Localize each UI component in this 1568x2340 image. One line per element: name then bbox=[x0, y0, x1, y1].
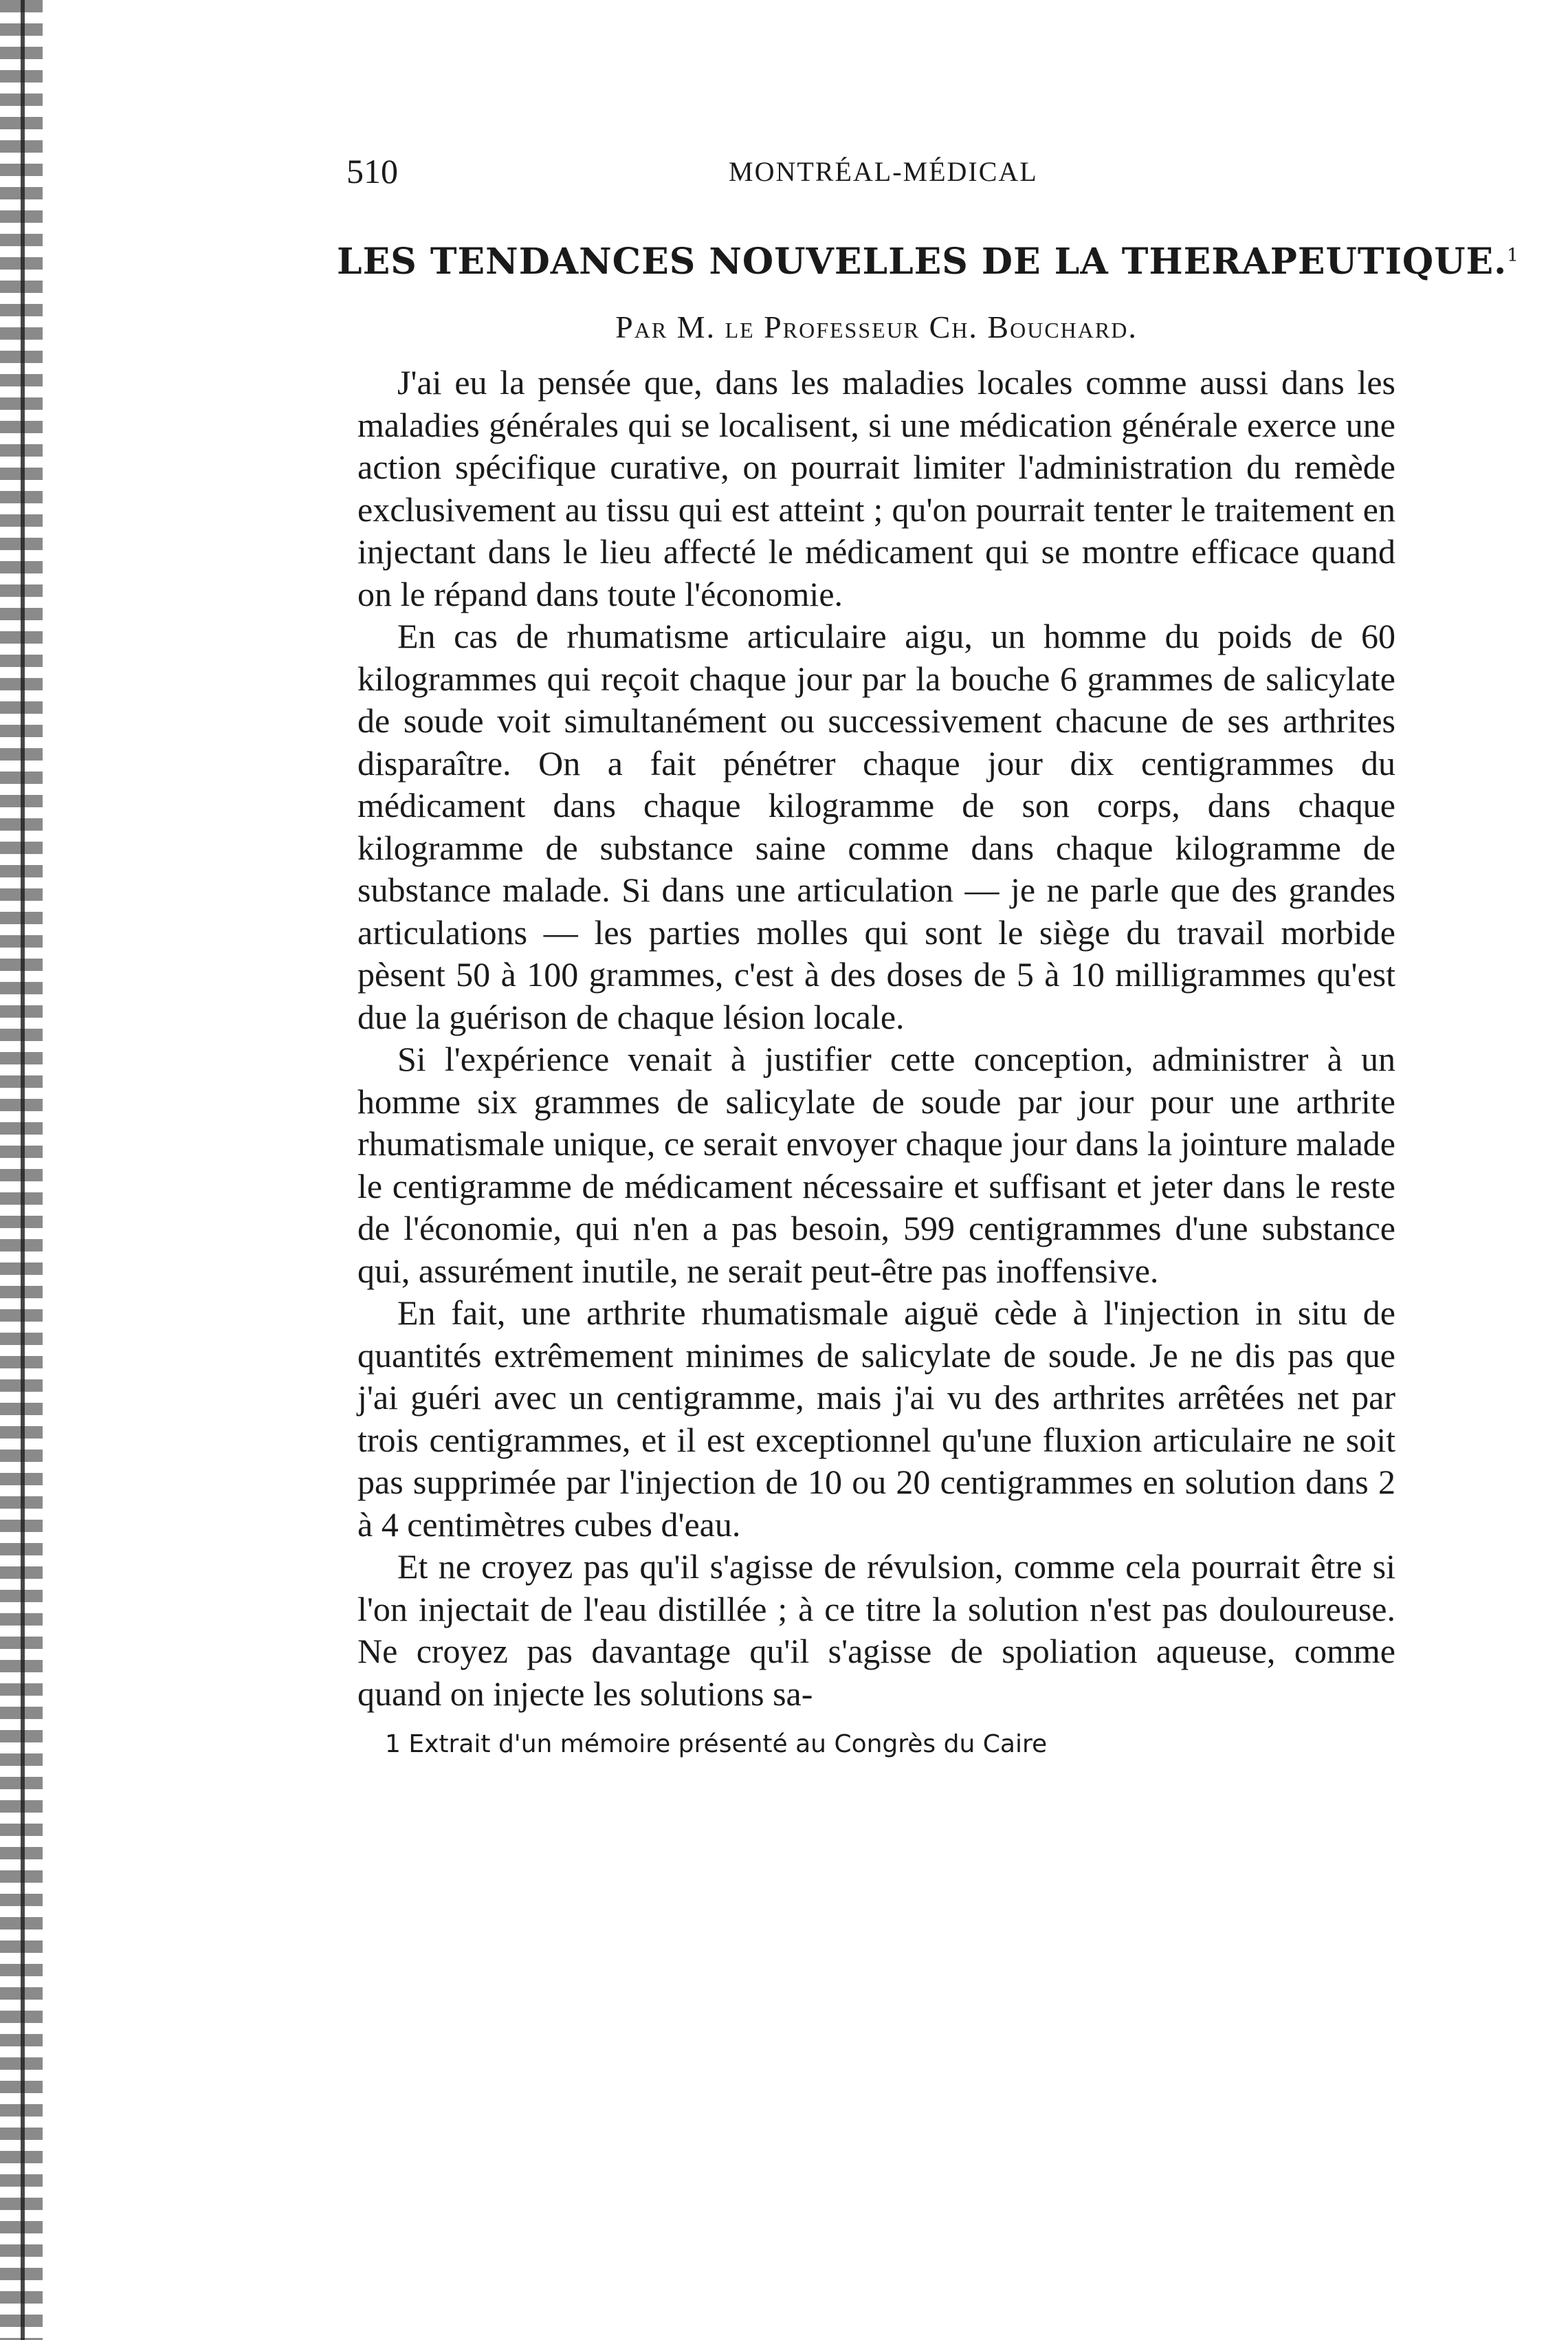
author-byline: Par M. le Professeur Ch. Bouchard. bbox=[615, 309, 1138, 345]
page-binding-shadow bbox=[21, 0, 25, 2340]
article-title bbox=[337, 241, 1519, 283]
paragraph: En fait, une arthrite rhumatismale aiguë cède à l'injection in situ de quantités extrêmement minimes de salicylate de soude. Je ne dis pas que j'ai guéri avec un centigramme, mais j'ai vu des arthrites arrêtées net par trois centigrammes, et il est exceptionnel qu'une fluxion articulaire ne soit pas supprimée par l'injection de 10 ou 20 centigrammes en solution dans 2 à 4 centimètres cubes d'eau. bbox=[357, 1293, 1395, 1544]
paragraph: En cas de rhumatisme articulaire aigu, un homme du poids de 60 kilogrammes qui reçoit chaque jour par la bouche 6 grammes de salicylate de soude voit simultanément ou successivement chacune de ses arthrites disparaître. On a fait pénétrer chaque jour dix centigrammes du médicament dans chaque kilogramme de son corps, dans chaque kilogramme de substance saine comme dans chaque kilogramme de substance malade. Si dans une articulation — je ne parle que des grandes articulations — les parties molles qui sont le siège du travail morbide pèsent 50 à 100 grammes, c'est à des doses de 5 à 10 milligrammes qu'est due la guérison de chaque lésion locale. bbox=[357, 617, 1395, 1036]
article-body bbox=[357, 362, 1395, 1715]
running-head bbox=[346, 151, 1395, 199]
footnote bbox=[385, 1730, 1395, 1758]
journal-name: MONTRÉAL-MÉDICAL bbox=[729, 156, 1038, 187]
paragraph: Si l'expérience venait à justifier cette conception, administrer à un homme six grammes de salicylate de soude par jour pour une arthrite rhumatismale unique, ce serait envoyer chaque jour dans la jointure malade le centigramme de médicament nécessaire et suffisant et jeter dans le reste de l'économie, qui n'en a pas besoin, 599 centigrammes d'une substance qui, assurément inutile, ne serait peut-être pas inoffensive. bbox=[357, 1040, 1395, 1290]
footnote-reference: 1 bbox=[1507, 245, 1519, 266]
page-number: 510 bbox=[346, 152, 398, 190]
article-title-text: LES TENDANCES NOUVELLES DE LA THERAPEUTIQUE. bbox=[337, 241, 1508, 283]
document-page bbox=[337, 151, 1519, 1758]
footnote-marker: 1 bbox=[385, 1730, 401, 1758]
paragraph: J'ai eu la pensée que, dans les maladies locales comme aussi dans les maladies générales qui se localisent, si une médication générale exerce une action spécifique curative, on pourrait limiter l'administration du remède exclusivement au tissu qui est atteint ; qu'on pourrait tenter le traitement en injectant dans le lieu affecté le médicament qui se montre efficace quand on le répand dans toute l'économie. bbox=[357, 363, 1395, 613]
paragraph: Et ne croyez pas qu'il s'agisse de révulsion, comme cela pourrait être si l'on injectait de l'eau distillée ; à ce titre la solution n'est pas douloureuse. Ne croyez pas davantage qu'il s'agisse de spoliation aqueuse, comme quand on injecte les solutions sa- bbox=[357, 1547, 1395, 1713]
footnote-text: Extrait d'un mémoire présenté au Congrès du Caire bbox=[408, 1730, 1048, 1758]
